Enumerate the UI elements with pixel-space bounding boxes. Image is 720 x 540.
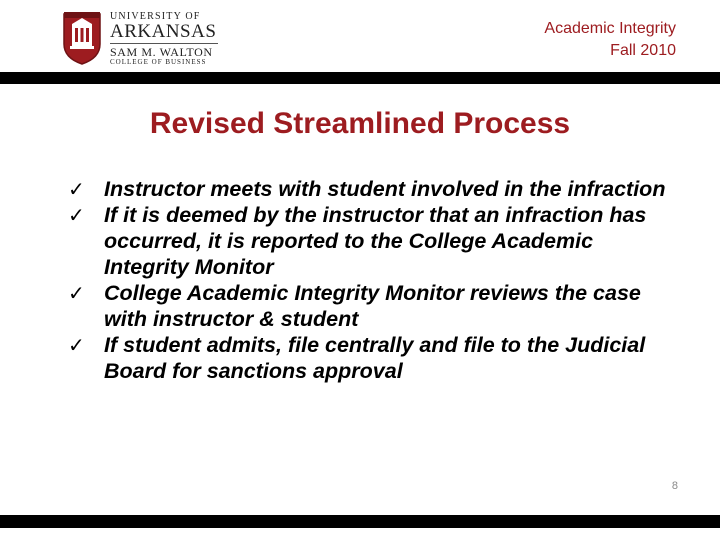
checkmark-icon: ✓: [68, 333, 85, 357]
logo-line-arkansas: ARKANSAS: [110, 21, 217, 42]
bullet-item: [68, 280, 668, 332]
bullet-text: Instructor meets with student involved in the infraction: [104, 177, 666, 201]
bullet-text: If it is deemed by the instructor that an infraction has occurred, it is reported to the College Academic Integrity Monitor: [104, 203, 647, 279]
top-divider-bar: [0, 72, 720, 84]
header-caption: [544, 18, 676, 62]
university-logo: [60, 8, 220, 68]
bullet-text: If student admits, file centrally and file to the Judicial Board for sanctions approval: [104, 333, 646, 383]
bullet-item: [68, 202, 668, 280]
logo-line-walton: SAM M. WALTON: [110, 45, 213, 59]
bullet-item: [68, 332, 668, 384]
logo-line-university-of: UNIVERSITY OF: [110, 11, 201, 22]
bottom-divider-bar: [0, 515, 720, 528]
logo-line-college: COLLEGE OF BUSINESS: [110, 58, 207, 66]
bullet-list: [68, 176, 668, 384]
logo-wordmark: [110, 12, 222, 67]
logo-divider: [110, 43, 218, 44]
checkmark-icon: ✓: [68, 177, 85, 201]
slide-title: Revised Streamlined Process: [149, 107, 571, 140]
header-line-1: Academic Integrity: [544, 20, 676, 37]
page-number: 8: [671, 480, 678, 492]
bullet-item: [68, 176, 668, 202]
checkmark-icon: ✓: [68, 203, 85, 227]
bullet-text: College Academic Integrity Monitor reviews the case with instructor & student: [104, 281, 641, 331]
checkmark-icon: ✓: [68, 281, 85, 305]
university-seal-icon: [60, 8, 104, 66]
header-line-2: Fall 2010: [610, 42, 676, 59]
